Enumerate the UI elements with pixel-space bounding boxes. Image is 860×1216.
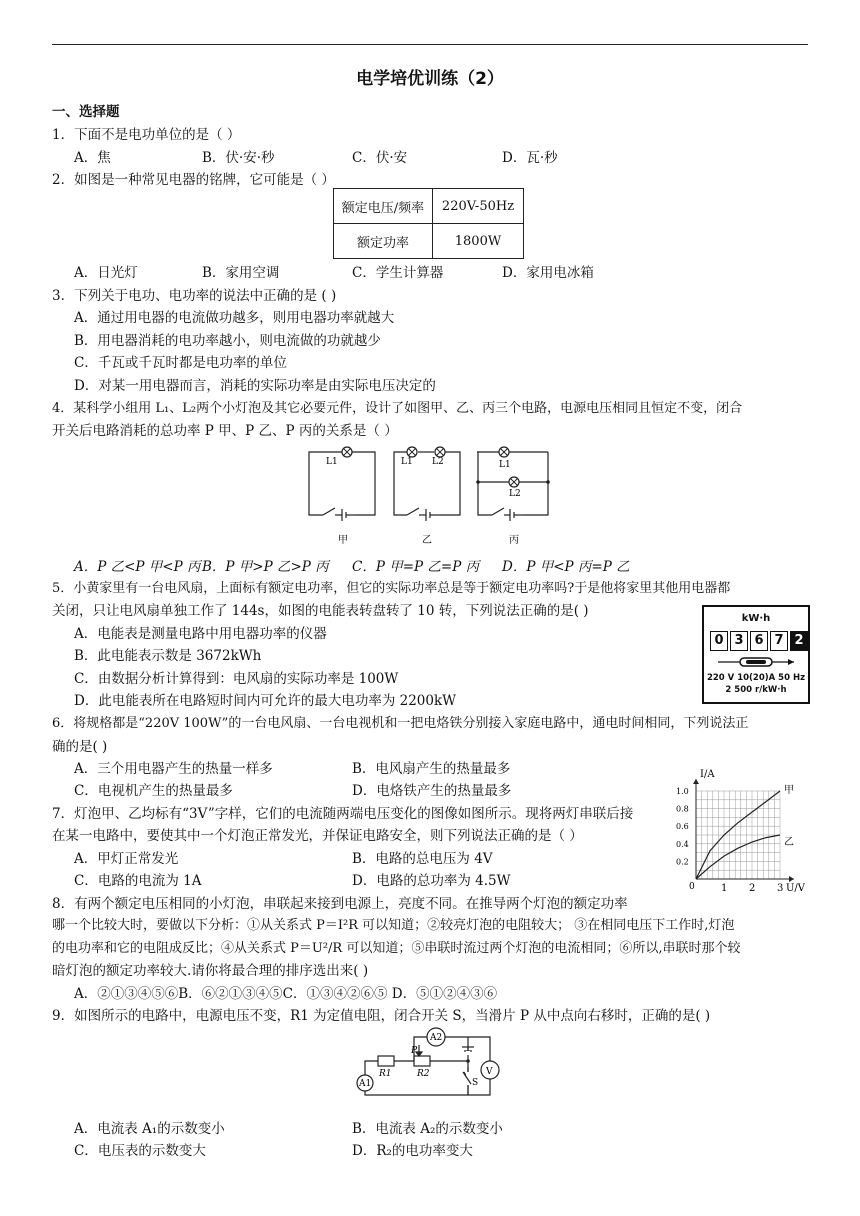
resistor-label: R2 xyxy=(417,1069,430,1079)
resistor-r1-icon xyxy=(378,1056,394,1066)
q9-option-a: A．电流表 A₁的示数变小 xyxy=(74,1121,225,1137)
y-tick-label: 0.4 xyxy=(676,839,689,849)
q5-option-a: A．电能表是测量电路中用电器功率的仪器 xyxy=(74,626,327,642)
q6-option-c: C．电视机产生的热量最多 xyxy=(74,783,233,799)
q9-option-c: C．电压表的示数变大 xyxy=(74,1143,206,1159)
q1-stem: 1．下面不是电功单位的是（ ） xyxy=(52,127,241,143)
y-tick-label: 0.8 xyxy=(676,804,689,814)
resistor-r2-icon xyxy=(414,1056,430,1066)
series-label: 乙 xyxy=(784,837,794,848)
q9-option-b: B．电流表 A₂的示数变小 xyxy=(352,1121,503,1137)
q1-option-a: A．焦 xyxy=(74,150,111,166)
q7-option-d: D．电路的总功率为 4.5W xyxy=(352,873,511,889)
y-tick-label: 1.0 xyxy=(676,787,689,796)
q3-stem: 3．下列关于电功、电功率的说法中正确的是 ( ) xyxy=(52,288,337,304)
q1-option-c: C．伏·安 xyxy=(352,150,408,166)
q4-stem-line2: 开关后电路消耗的总功率 P 甲、P 乙、P 丙的关系是（ ） xyxy=(52,423,398,439)
meter-label: V xyxy=(486,1067,493,1077)
meter-digit: 0 xyxy=(710,631,728,651)
switch-label: S xyxy=(472,1078,479,1088)
q8-stem-line4: 暗灯泡的额定功率较大.请你将最合理的排序选出来( ) xyxy=(52,963,369,979)
q2-option-a: A．日光灯 xyxy=(74,265,138,281)
x-axis-arrow xyxy=(789,876,794,882)
circuit-label: 甲 xyxy=(338,535,348,546)
q7-option-b: B．电路的总电压为 4V xyxy=(352,851,493,867)
q7-option-c: C．电路的电流为 1A xyxy=(74,873,202,889)
lamp-label: L2 xyxy=(509,489,521,499)
y-axis-label: I/A xyxy=(700,769,715,780)
slider-label: P xyxy=(411,1046,418,1056)
q4-option-c: C．P 甲=P 乙=P 丙 xyxy=(352,559,480,575)
nameplate-table xyxy=(333,188,524,259)
meter-digits xyxy=(710,631,810,651)
q7-option-a: A．甲灯正常发光 xyxy=(74,851,179,867)
lamp-label: L1 xyxy=(326,457,338,467)
y-tick-label: 0.2 xyxy=(676,857,689,867)
q5-option-b: B．此电能表示数是 3672kWh xyxy=(74,648,262,664)
origin-label: 0 xyxy=(689,882,695,892)
page-title: 电学培优训练（2） xyxy=(356,69,504,89)
series-line-2 xyxy=(696,835,780,879)
q1-option-d: D．瓦·秒 xyxy=(502,150,558,166)
q6-option-d: D．电烙铁产生的热量最多 xyxy=(352,783,512,799)
iu-chart xyxy=(672,765,812,900)
resistor-label: R1 xyxy=(379,1069,392,1079)
q1-option-b: B．伏·安·秒 xyxy=(202,150,275,166)
energy-meter xyxy=(702,605,810,704)
circuit-label: 丙 xyxy=(509,535,519,546)
meter-digit: 7 xyxy=(770,631,788,651)
q9-stem: 9．如图所示的电路中，电源电压不变，R1 为定值电阻，闭合开关 S，当滑片 P 从中点向右移时，正确的是( ) xyxy=(52,1008,711,1024)
q7-stem-line1: 7．灯泡甲、乙均标有“3V”字样，它们的电流随两端电压变化的图像如图所示。现将两灯串联后接 xyxy=(52,806,634,822)
y-axis-arrow xyxy=(693,779,699,784)
nameplate-cell: 1800W xyxy=(433,224,524,259)
meter-dial-icon xyxy=(716,655,796,669)
q4-stem-line1: 4．某科学小组用 L₁、L₂两个小灯泡及其它必要元件，设计了如图甲、乙、丙三个电路，电源电压相同且恒定不变，闭合 xyxy=(52,401,743,416)
q9-circuit-figure xyxy=(350,1025,500,1100)
meter-digit: 2 xyxy=(790,631,808,651)
meter-spec: 220 V 10(20)A 50 Hz xyxy=(706,673,806,683)
q5-stem-line1: 5．小黄家里有一台电风扇，上面标有额定电功率，但它的实际功率总是等于额定电功率吗?于是他将家里其他用电器都 xyxy=(52,581,731,596)
q7-stem-line2: 在某一电路中，要使其中一个灯泡正常发光，并保证电路安全，则下列说法正确的是（ ） xyxy=(52,828,583,844)
meter-label: A2 xyxy=(430,1033,443,1043)
lamp-label: L1 xyxy=(401,457,413,467)
q2-stem: 2．如图是一种常见电器的铭牌，它可能是（ ） xyxy=(52,172,335,188)
q5-stem-line2: 关闭，只让电风扇单独工作了 144s，如图的电能表转盘转了 10 转，下列说法正确的是( ) xyxy=(52,603,589,619)
x-tick-label: 3 xyxy=(777,883,784,894)
q5-option-d: D．此电能表所在电路短时间内可允许的最大电功率为 2200kW xyxy=(74,693,457,709)
meter-digit: 3 xyxy=(730,631,748,651)
nameplate-cell: 额定电压/频率 xyxy=(334,189,433,224)
lamp-label: L2 xyxy=(432,457,444,467)
meter-unit: kW·h xyxy=(741,613,771,624)
q8-options: A．②①③④⑤⑥B．⑥②①③④⑤C．①③④②⑥⑤ D．⑤①②④③⑥ xyxy=(74,986,498,1002)
q5-option-c: C．由数据分析计算得到：电风扇的实际功率是 100W xyxy=(74,671,399,687)
circuit-label: 乙 xyxy=(422,535,432,546)
y-tick-label: 0.6 xyxy=(676,822,689,832)
q8-stem-line3: 的电功率和它的电阻成反比；④从关系式 P＝U²/R 可以知道；⑤串联时流过两个灯泡的电流相同；⑥所以,串联时那个较 xyxy=(52,941,741,956)
q6-option-b: B．电风扇产生的热量最多 xyxy=(352,761,511,777)
x-tick-label: 1 xyxy=(721,883,728,894)
series-label: 甲 xyxy=(784,785,794,796)
q8-stem-line2: 哪一个比较大时，要做以下分析：①从关系式 P＝I²R 可以知道；②较亮灯泡的电阻较大； ③在相同电压下工作时,灯泡 xyxy=(52,918,735,933)
q6-stem-line2: 确的是( ) xyxy=(52,739,108,755)
q3-option-b: B．用电器消耗的电功率越小，则电流做的功就越少 xyxy=(74,333,381,349)
meter-spec: 2 500 r/kW·h xyxy=(725,685,787,695)
q2-option-d: D．家用电冰箱 xyxy=(502,265,594,281)
x-tick-label: 2 xyxy=(749,883,756,894)
q2-option-b: B．家用空调 xyxy=(202,265,280,281)
lamp-label: L1 xyxy=(499,460,511,470)
q6-stem-line1: 6．将规格都是“220V 100W”的一台电风扇、一台电视机和一把电烙铁分别接入家庭电路中，通电时间相同，下列说法正 xyxy=(52,716,749,731)
section-heading: 一、选择题 xyxy=(52,104,120,120)
q3-option-d: D．对某一用电器而言，消耗的实际功率是由实际电压决定的 xyxy=(74,378,436,394)
q4-circuits-figure xyxy=(300,440,570,550)
q4-option-a: A．P 乙<P 甲<P 丙 xyxy=(74,559,201,575)
q6-option-a: A．三个用电器产生的热量一样多 xyxy=(74,761,273,777)
meter-digit: 6 xyxy=(750,631,768,651)
q9-option-d: D．R₂的电功率变大 xyxy=(352,1143,473,1159)
nameplate-cell: 额定功率 xyxy=(334,224,433,259)
header-rule xyxy=(52,44,808,45)
q2-option-c: C．学生计算器 xyxy=(352,265,444,281)
q3-option-c: C．千瓦或千瓦时都是电功率的单位 xyxy=(74,355,287,371)
q8-stem-line1: 8．有两个额定电压相同的小灯泡，串联起来接到电源上，亮度不同。在推导两个灯泡的额定功率 xyxy=(52,896,628,912)
meter-label: A1 xyxy=(359,1079,372,1089)
x-axis-label: U/V xyxy=(786,883,806,894)
q4-option-d: D．P 甲<P 丙=P 乙 xyxy=(502,559,630,575)
q4-option-b: B．P 甲>P 乙>P 丙 xyxy=(202,559,329,575)
nameplate-cell: 220V-50Hz xyxy=(433,189,524,224)
q3-option-a: A．通过用电器的电流做功越多，则用电器功率就越大 xyxy=(74,310,395,326)
